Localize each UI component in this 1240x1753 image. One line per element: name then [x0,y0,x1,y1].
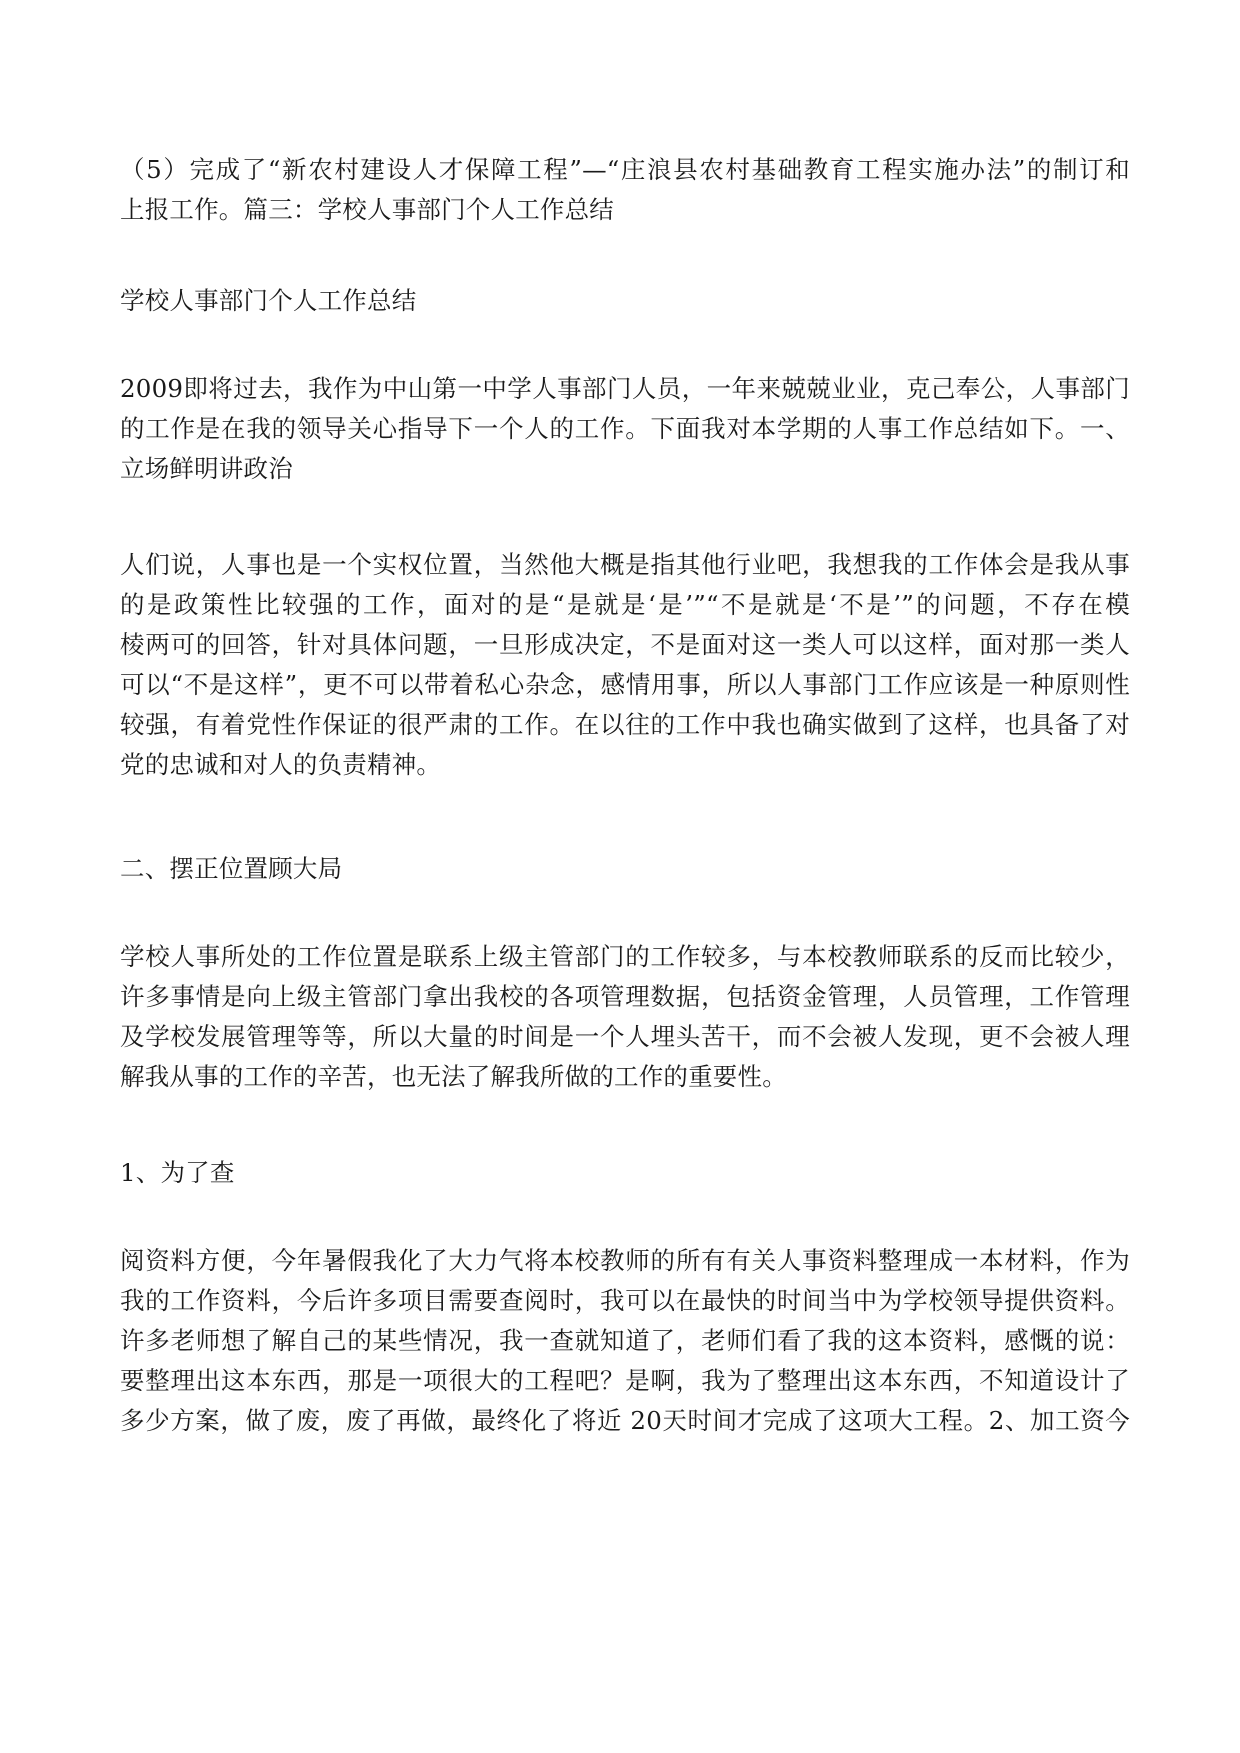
subsection-heading-1 [120,1153,1130,1193]
text-line: 人们说，人事也是一个实权位置，当然他大概是指其他行业吧，我想我的工作体会是我从事 [120,550,1130,579]
text-line: 上报工作。篇三：学校人事部门个人工作总结 [120,195,614,224]
text-line: 解我从事的工作的辛苦，也无法了解我所做的工作的重要性。 [120,1062,787,1091]
text-line: 二、摆正位置顾大局 [120,854,343,883]
text-line: 许多事情是向上级主管部门拿出我校的各项管理数据，包括资金管理，人员管理，工作管理 [120,982,1130,1011]
text-line: 立场鲜明讲政治 [120,454,293,483]
text-line: 学校人事所处的工作位置是联系上级主管部门的工作较多，与本校教师联系的反而比较少， [120,942,1130,971]
text-line: 的工作是在我的领导关心指导下一个人的工作。下面我对本学期的人事工作总结如下。一、 [120,414,1130,443]
text-line: 多少方案，做了废，废了再做，最终化了将近 20天时间才完成了这项大工程。2、加工资今 [120,1406,1130,1435]
text-line: 要整理出这本东西，那是一项很大的工程吧？是啊，我为了整理出这本东西，不知道设计了 [120,1366,1130,1395]
records-paragraph [120,1241,1130,1441]
text-line: 棱两可的回答，针对具体问题，一旦形成决定，不是面对这一类人可以这样，面对那一类人 [120,630,1130,659]
text-line: 较强，有着党性作保证的很严肃的工作。在以往的工作中我也确实做到了这样，也具备了对 [120,710,1130,739]
section-title [120,281,1130,321]
position-paragraph [120,937,1130,1097]
text-line: 可以“不是这样”，更不可以带着私心杂念，感情用事，所以人事部门工作应该是一种原则性 [120,670,1130,699]
section-heading-2 [120,849,1130,889]
text-line: 及学校发展管理等等，所以大量的时间是一个人埋头苦干，而不会被人发现，更不会被人理 [120,1022,1130,1051]
text-line: 我的工作资料，今后许多项目需要查阅时，我可以在最快的时间当中为学校领导提供资料。 [120,1286,1130,1315]
text-line: 阅资料方便，今年暑假我化了大力气将本校教师的所有有关人事资料整理成一本材料，作为 [120,1246,1130,1275]
politics-paragraph [120,545,1130,785]
text-line: 的是政策性比较强的工作，面对的是“是就是‘是’”“不是就是‘不是’”的问题，不存在模 [120,590,1130,619]
text-line: （5）完成了“新农村建设人才保障工程”—“庄浪县农村基础教育工程实施办法”的制订和 [120,155,1130,184]
paragraph-item-5 [120,150,1130,230]
text-line: 学校人事部门个人工作总结 [120,286,417,315]
text-line: 1、为了查 [120,1158,235,1187]
text-line: 2009即将过去，我作为中山第一中学人事部门人员，一年来兢兢业业，克己奉公，人事部门 [120,374,1130,403]
text-line: 党的忠诚和对人的负责精神。 [120,750,442,779]
intro-paragraph [120,369,1130,489]
text-line: 许多老师想了解自己的某些情况，我一查就知道了，老师们看了我的这本资料，感慨的说： [120,1326,1130,1355]
